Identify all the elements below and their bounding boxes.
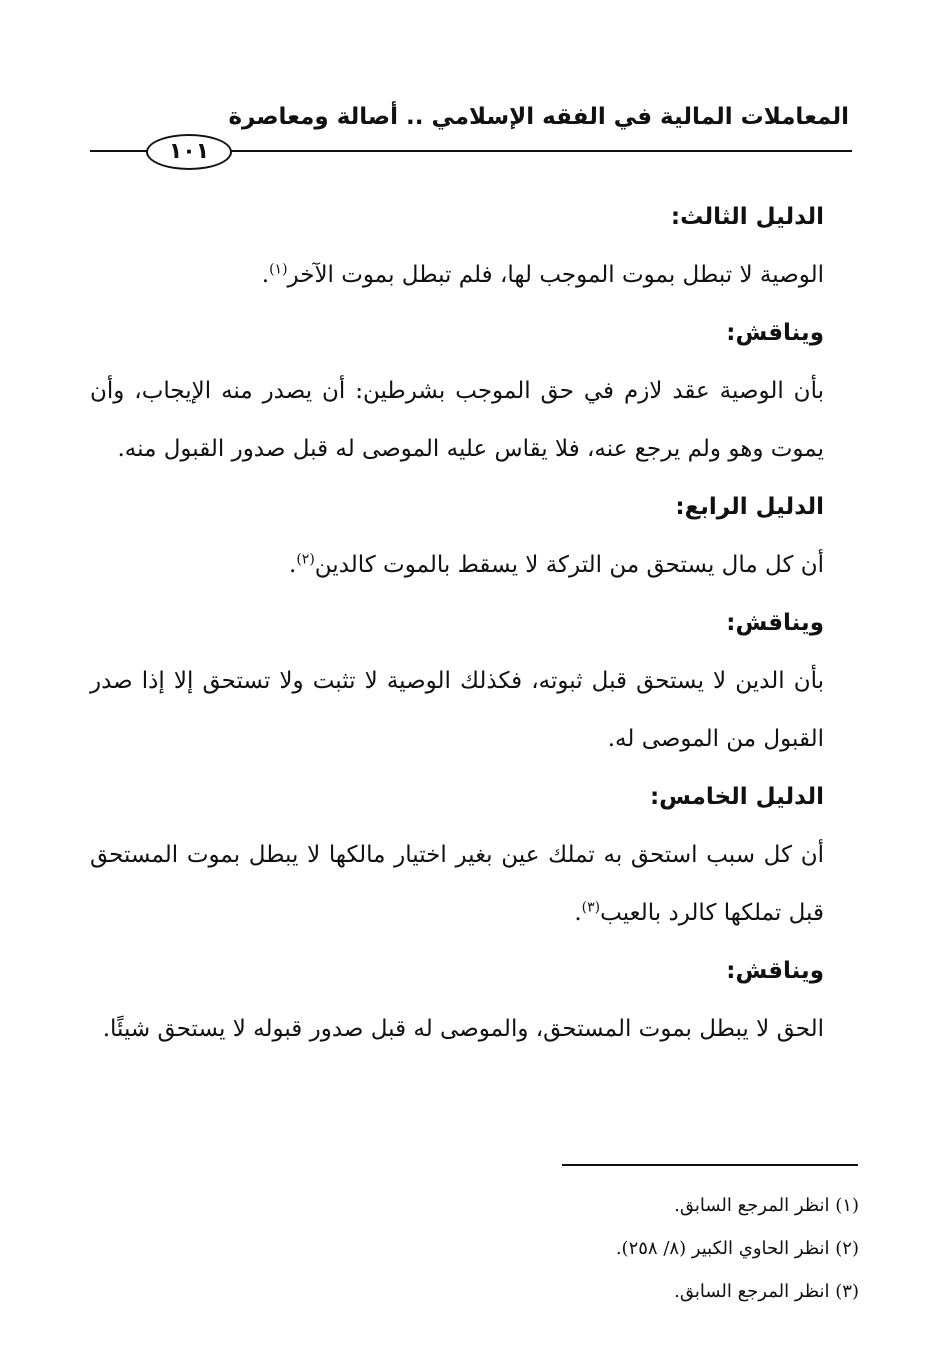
paragraph-fifth-evidence <box>90 826 824 942</box>
footnote-separator <box>562 1164 858 1166</box>
paragraph-fourth-evidence <box>90 536 824 594</box>
paragraph-text: أن كل سبب استحق به تملك عين بغير اختيار مالكها لا يبطل بموت المستحق قبل تملكها كالرد بالعيب <box>90 842 824 926</box>
running-title: المعاملات المالية في الفقه الإسلامي .. أصالة ومعاصرة <box>228 104 849 130</box>
paragraph-discussion-1: بأن الوصية عقد لازم في حق الموجب بشرطين: أن يصدر منه الإيجاب، وأن يموت وهو ولم يرجع عنه، فلا يقاس عليه الموصى له قبل صدور القبول منه. <box>90 378 824 462</box>
heading-discussion-2: ويناقش: <box>726 610 824 636</box>
paragraph-text: أن كل مال يستحق من التركة لا يسقط بالموت كالدين <box>314 552 824 578</box>
footnote-reference: (١) <box>269 261 288 278</box>
paragraph-discussion-2: بأن الدين لا يستحق قبل ثبوته، فكذلك الوصية لا تثبت ولا تستحق إلا إذا صدر القبول من الموصى له. <box>90 668 824 752</box>
heading-discussion-3: ويناقش: <box>726 958 824 984</box>
footnote-reference: (٣) <box>581 899 601 916</box>
main-text <box>90 188 824 1058</box>
footnote-1: (١) انظر المرجع السابق. <box>674 1195 859 1216</box>
footnote-2: (٢) انظر الحاوي الكبير (٨/ ٢٥٨). <box>615 1238 859 1259</box>
sentence-end: . <box>574 900 582 926</box>
footnote-3: (٣) انظر المرجع السابق. <box>674 1281 859 1302</box>
paragraph-third-evidence <box>90 246 824 304</box>
footnotes <box>159 1184 859 1313</box>
sentence-end: . <box>261 262 270 288</box>
paragraph-text: الوصية لا تبطل بموت الموجب لها، فلم تبطل بموت الآخر <box>287 262 824 288</box>
heading-third-evidence: الدليل الثالث: <box>670 204 824 230</box>
sentence-end: . <box>289 552 297 578</box>
footnote-reference: (٢) <box>296 551 315 568</box>
heading-fifth-evidence: الدليل الخامس: <box>649 784 824 810</box>
paragraph-discussion-3: الحق لا يبطل بموت المستحق، والموصى له قبل صدور قبوله لا يستحق شيئًا. <box>102 1016 824 1042</box>
page-number-badge: ١٠١ <box>146 134 232 170</box>
heading-discussion-1: ويناقش: <box>726 320 824 346</box>
heading-fourth-evidence: الدليل الرابع: <box>675 494 824 520</box>
